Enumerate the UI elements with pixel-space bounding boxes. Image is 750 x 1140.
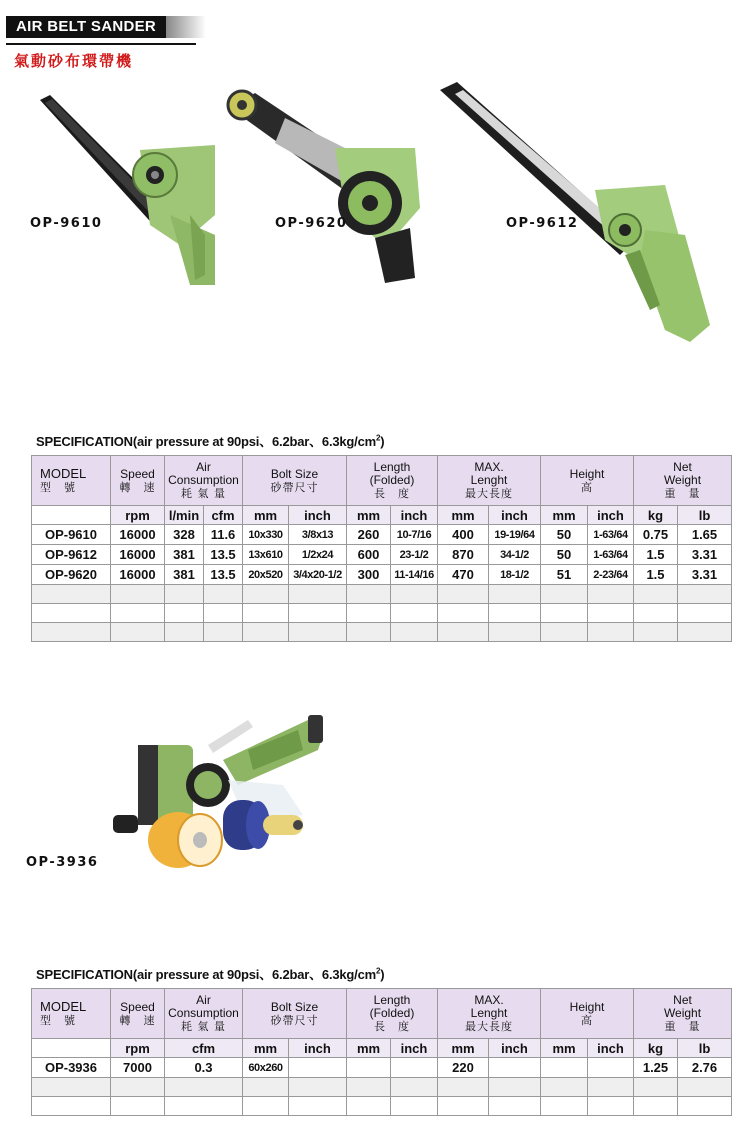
header-max: MAX. Lenght 最大長度 (438, 456, 541, 506)
empty-cell (289, 585, 347, 604)
empty-cell (347, 1097, 391, 1116)
value-cell: 2-23/64 (588, 565, 634, 585)
value-cell: 1.5 (634, 545, 678, 565)
value-cell (391, 1058, 438, 1078)
value-cell: 260 (347, 525, 391, 545)
unit-cell: inch (489, 506, 541, 525)
empty-cell (111, 623, 165, 642)
header-weight: Net Weight 重 量 (634, 456, 732, 506)
header-bolt: Bolt Size 砂帶尺寸 (243, 456, 347, 506)
empty-cell (111, 1097, 165, 1116)
value-cell: 10x330 (243, 525, 289, 545)
value-cell: 16000 (111, 525, 165, 545)
value-cell: 1.65 (678, 525, 732, 545)
empty-cell (32, 1097, 111, 1116)
unit-cell: cfm (204, 506, 243, 525)
empty-cell (391, 1097, 438, 1116)
value-cell (289, 1058, 347, 1078)
empty-cell (634, 604, 678, 623)
empty-cell (289, 1097, 347, 1116)
spec-title-2: SPECIFICATION(air pressure at 90psi、6.2bar、$6.3kg/cm^2$) (36, 966, 385, 982)
unit-cell: inch (588, 506, 634, 525)
empty-cell (588, 604, 634, 623)
empty-cell (243, 604, 289, 623)
model-cell: OP-9620 (32, 565, 111, 585)
value-cell: 16000 (111, 545, 165, 565)
model-cell: OP-9610 (32, 525, 111, 545)
value-cell: 51 (541, 565, 588, 585)
model-label-op-9620: OP-9620 (275, 216, 348, 231)
table-header-row (32, 989, 732, 1039)
header-max: MAX. Lenght 最大長度 (438, 989, 541, 1039)
table-row-empty (32, 1097, 732, 1116)
value-cell: 381 (165, 565, 204, 585)
header-length: Length (Folded) 長 度 (347, 456, 438, 506)
value-cell (541, 1058, 588, 1078)
empty-cell (347, 585, 391, 604)
empty-cell (438, 623, 489, 642)
header-bolt: Bolt Size 砂帶尺寸 (243, 989, 347, 1039)
unit-cell: rpm (111, 506, 165, 525)
value-cell: 13.5 (204, 545, 243, 565)
empty-cell (634, 1078, 678, 1097)
header-weight: Net Weight 重 量 (634, 989, 732, 1039)
empty-cell (391, 623, 438, 642)
page-title: AIR BELT SANDER (6, 16, 166, 38)
value-cell: 400 (438, 525, 489, 545)
empty-cell (678, 1097, 732, 1116)
empty-cell (243, 1078, 289, 1097)
value-cell: 11-14/16 (391, 565, 438, 585)
value-cell: 3.31 (678, 545, 732, 565)
empty-cell (391, 604, 438, 623)
empty-cell (32, 604, 111, 623)
value-cell: 1-63/64 (588, 545, 634, 565)
spec-title-1: SPECIFICATION(air pressure at 90psi、6.2bar、$6.3kg/cm^2$) (36, 433, 385, 449)
value-cell: 220 (438, 1058, 489, 1078)
empty-cell (489, 1097, 541, 1116)
value-cell: 3.31 (678, 565, 732, 585)
empty-cell (588, 1097, 634, 1116)
value-cell: 50 (541, 525, 588, 545)
empty-cell (391, 585, 438, 604)
value-cell: 16000 (111, 565, 165, 585)
empty-cell (541, 1097, 588, 1116)
unit-cell: lb (678, 1039, 732, 1058)
table-row (32, 1058, 732, 1078)
empty-cell (541, 604, 588, 623)
unit-cell (32, 1039, 111, 1058)
unit-cell: mm (438, 1039, 489, 1058)
header-height: Height 高 (541, 989, 634, 1039)
header-model: MODEL 型 號 (32, 989, 111, 1039)
value-cell: 0.75 (634, 525, 678, 545)
unit-cell: mm (541, 1039, 588, 1058)
empty-cell (634, 1097, 678, 1116)
unit-cell: kg (634, 1039, 678, 1058)
value-cell: 34-1/2 (489, 545, 541, 565)
unit-cell: mm (438, 506, 489, 525)
value-cell: 0.3 (165, 1058, 243, 1078)
model-cell: OP-9612 (32, 545, 111, 565)
empty-cell (541, 585, 588, 604)
value-cell: 3/4x20-1/2 (289, 565, 347, 585)
value-cell: 381 (165, 545, 204, 565)
unit-cell: inch (391, 506, 438, 525)
empty-cell (111, 585, 165, 604)
title-gradient (166, 16, 206, 38)
value-cell: 20x520 (243, 565, 289, 585)
empty-cell (438, 1078, 489, 1097)
value-cell: 13.5 (204, 565, 243, 585)
empty-cell (489, 623, 541, 642)
empty-cell (678, 1078, 732, 1097)
value-cell: 600 (347, 545, 391, 565)
unit-cell: mm (243, 506, 289, 525)
value-cell: 470 (438, 565, 489, 585)
empty-cell (204, 604, 243, 623)
empty-cell (438, 585, 489, 604)
empty-cell (634, 585, 678, 604)
value-cell: 19-19/64 (489, 525, 541, 545)
empty-cell (489, 1078, 541, 1097)
empty-cell (289, 604, 347, 623)
unit-cell: mm (347, 506, 391, 525)
empty-cell (678, 585, 732, 604)
empty-cell (165, 604, 204, 623)
value-cell: 300 (347, 565, 391, 585)
empty-cell (204, 623, 243, 642)
empty-cell (489, 604, 541, 623)
empty-cell (347, 1078, 391, 1097)
spec-table-1 (31, 455, 732, 642)
unit-cell: l/min (165, 506, 204, 525)
value-cell: 7000 (111, 1058, 165, 1078)
empty-cell (165, 1078, 243, 1097)
empty-cell (165, 585, 204, 604)
unit-cell (32, 506, 111, 525)
table-header-row (32, 456, 732, 506)
value-cell (588, 1058, 634, 1078)
unit-cell: mm (347, 1039, 391, 1058)
unit-cell: rpm (111, 1039, 165, 1058)
table-row (32, 525, 732, 545)
header-speed: Speed 轉 速 (111, 989, 165, 1039)
empty-cell (678, 604, 732, 623)
empty-cell (588, 623, 634, 642)
empty-cell (165, 1097, 243, 1116)
value-cell: 11.6 (204, 525, 243, 545)
value-cell (347, 1058, 391, 1078)
unit-cell: inch (489, 1039, 541, 1058)
table-units-row (32, 1039, 732, 1058)
empty-cell (32, 623, 111, 642)
empty-cell (243, 623, 289, 642)
unit-cell: lb (678, 506, 732, 525)
empty-cell (243, 1097, 289, 1116)
value-cell: 13x610 (243, 545, 289, 565)
value-cell: 1-63/64 (588, 525, 634, 545)
value-cell: 1.25 (634, 1058, 678, 1078)
unit-cell: inch (289, 506, 347, 525)
empty-cell (541, 623, 588, 642)
unit-cell: kg (634, 506, 678, 525)
empty-cell (204, 585, 243, 604)
empty-cell (588, 585, 634, 604)
empty-cell (588, 1078, 634, 1097)
value-cell: 3/8x13 (289, 525, 347, 545)
header-length: Length (Folded) 長 度 (347, 989, 438, 1039)
drum-sander-icon (108, 705, 333, 875)
value-cell: 2.76 (678, 1058, 732, 1078)
value-cell: 50 (541, 545, 588, 565)
belt-sander-short-icon (30, 85, 220, 285)
empty-cell (165, 623, 204, 642)
value-cell: 60x260 (243, 1058, 289, 1078)
unit-cell: inch (289, 1039, 347, 1058)
page-subtitle-cn: 氣動砂布環帶機 (14, 52, 134, 70)
header-height: Height 高 (541, 456, 634, 506)
table-row-empty (32, 604, 732, 623)
table-row-empty (32, 1078, 732, 1097)
empty-cell (289, 623, 347, 642)
table-row (32, 545, 732, 565)
unit-cell: inch (391, 1039, 438, 1058)
belt-sander-long-icon (435, 80, 715, 345)
empty-cell (289, 1078, 347, 1097)
value-cell: 870 (438, 545, 489, 565)
header-speed: Speed 轉 速 (111, 456, 165, 506)
model-label-op-9610: OP-9610 (30, 216, 103, 231)
empty-cell (347, 623, 391, 642)
empty-cell (391, 1078, 438, 1097)
table-units-row (32, 506, 732, 525)
empty-cell (541, 1078, 588, 1097)
empty-cell (678, 623, 732, 642)
value-cell: 1.5 (634, 565, 678, 585)
table-row-empty (32, 623, 732, 642)
header-air: Air Consumption 耗 氣 量 (165, 989, 243, 1039)
header-model: MODEL 型 號 (32, 456, 111, 506)
value-cell: 1/2x24 (289, 545, 347, 565)
unit-cell: mm (243, 1039, 289, 1058)
belt-sander-wheel-icon (225, 88, 425, 283)
value-cell: 23-1/2 (391, 545, 438, 565)
empty-cell (489, 585, 541, 604)
unit-cell: mm (541, 506, 588, 525)
empty-cell (438, 1097, 489, 1116)
unit-cell: inch (588, 1039, 634, 1058)
unit-cell: cfm (165, 1039, 243, 1058)
model-label-op-9612: OP-9612 (506, 216, 579, 231)
value-cell: 18-1/2 (489, 565, 541, 585)
value-cell: 10-7/16 (391, 525, 438, 545)
value-cell: 328 (165, 525, 204, 545)
table-row-empty (32, 585, 732, 604)
model-label-op-3936: OP-3936 (26, 855, 99, 870)
header-air: Air Consumption 耗 氣 量 (165, 456, 243, 506)
empty-cell (438, 604, 489, 623)
empty-cell (111, 1078, 165, 1097)
empty-cell (634, 623, 678, 642)
title-divider (6, 43, 196, 45)
empty-cell (243, 585, 289, 604)
empty-cell (32, 1078, 111, 1097)
model-cell: OP-3936 (32, 1058, 111, 1078)
empty-cell (347, 604, 391, 623)
value-cell (489, 1058, 541, 1078)
empty-cell (32, 585, 111, 604)
spec-table-2 (31, 988, 732, 1116)
table-row (32, 565, 732, 585)
empty-cell (111, 604, 165, 623)
